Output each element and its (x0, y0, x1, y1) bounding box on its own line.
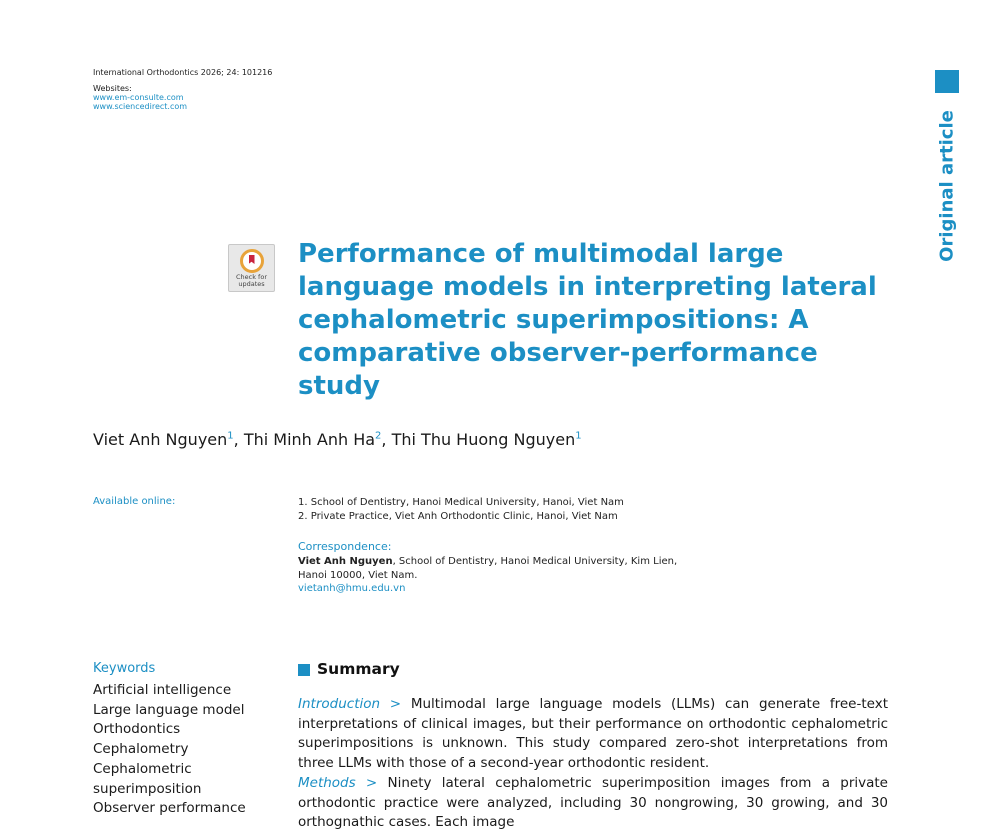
intro-text: Multimodal large language models (LLMs) can generate free-text interpretations of clinical images, but their performance on orthodontic cephalometric superimpositions is unknown. This study compared zero-shot interpretations from three LLMs with those of a second-year orthodontic resident. (298, 696, 888, 772)
available-online-label: Available online: (93, 496, 176, 507)
summary-heading: Summary (317, 660, 400, 678)
author-affil-mark[interactable]: 1 (575, 430, 582, 442)
keyword-item: Cephalometry (93, 741, 189, 758)
author-list: Viet Anh Nguyen$^1$, Thi Minh Anh Ha$^2$, Thi Thu Huong Nguyen$^1$ (93, 430, 582, 449)
keywords-title: Keywords (93, 661, 156, 676)
correspondence-address: Viet Anh Nguyen, School of Dentistry, Hanoi Medical University, Kim Lien, Hanoi 10000, Viet Nam. (298, 556, 678, 581)
correspondence-name: Viet Anh Nguyen (298, 556, 393, 567)
author-name: Viet Anh Nguyen (93, 430, 228, 449)
keyword-item: Observer performance (93, 800, 246, 817)
website-link-emconsulte[interactable]: www.em-consulte.com (93, 93, 184, 102)
check-for-updates-badge[interactable] (228, 244, 275, 292)
author-affil-mark[interactable]: 2 (375, 430, 382, 442)
keyword-item: Artificial intelligence (93, 682, 232, 698)
author-name: Thi Thu Huong Nguyen (391, 430, 576, 449)
affiliation-item: 2. Private Practice, Viet Anh Orthodontic Clinic, Hanoi, Viet Nam (298, 511, 618, 522)
keyword-item: Orthodontics (93, 721, 181, 738)
correspondence-email-link[interactable]: vietanh@hmu.edu.vn (298, 583, 406, 594)
keywords-list (93, 681, 263, 819)
intro-label: Introduction > (298, 696, 402, 712)
journal-reference: International Orthodontics 2026; 24: 101216 (93, 68, 273, 77)
keyword-item: Large language model (93, 701, 245, 718)
keyword-item: Cephalometric superimposition (93, 760, 202, 797)
websites-label: Websites: (93, 84, 132, 93)
websites-block (93, 84, 187, 111)
author-name: Thi Minh Anh Ha (243, 430, 376, 449)
summary-text (298, 695, 888, 833)
author-affil-mark[interactable]: 1 (227, 430, 234, 442)
affiliations (298, 496, 624, 524)
crossmark-text: Check for updates (236, 273, 267, 288)
side-accent-square (935, 70, 959, 93)
methods-text: Ninety lateral cephalometric superimposition images from a private orthodontic practice were analyzed, including 30 nongrowing, 30 growing, and 30 orthognathic cases. Each image (298, 774, 888, 831)
summary-marker (298, 664, 310, 676)
methods-label: Methods > (298, 774, 378, 791)
crossmark-icon (240, 249, 264, 273)
article-title: Performance of multimodal large language models in interpreting lateral cephalometric superimpositions: A comparative observer-performance study (298, 239, 877, 401)
correspondence-label: Correspondence: (298, 540, 392, 553)
article-type-label: Original article (936, 110, 958, 262)
affiliation-item: 1. School of Dentistry, Hanoi Medical University, Hanoi, Viet Nam (298, 497, 624, 508)
website-link-sciencedirect[interactable]: www.sciencedirect.com (93, 102, 188, 111)
